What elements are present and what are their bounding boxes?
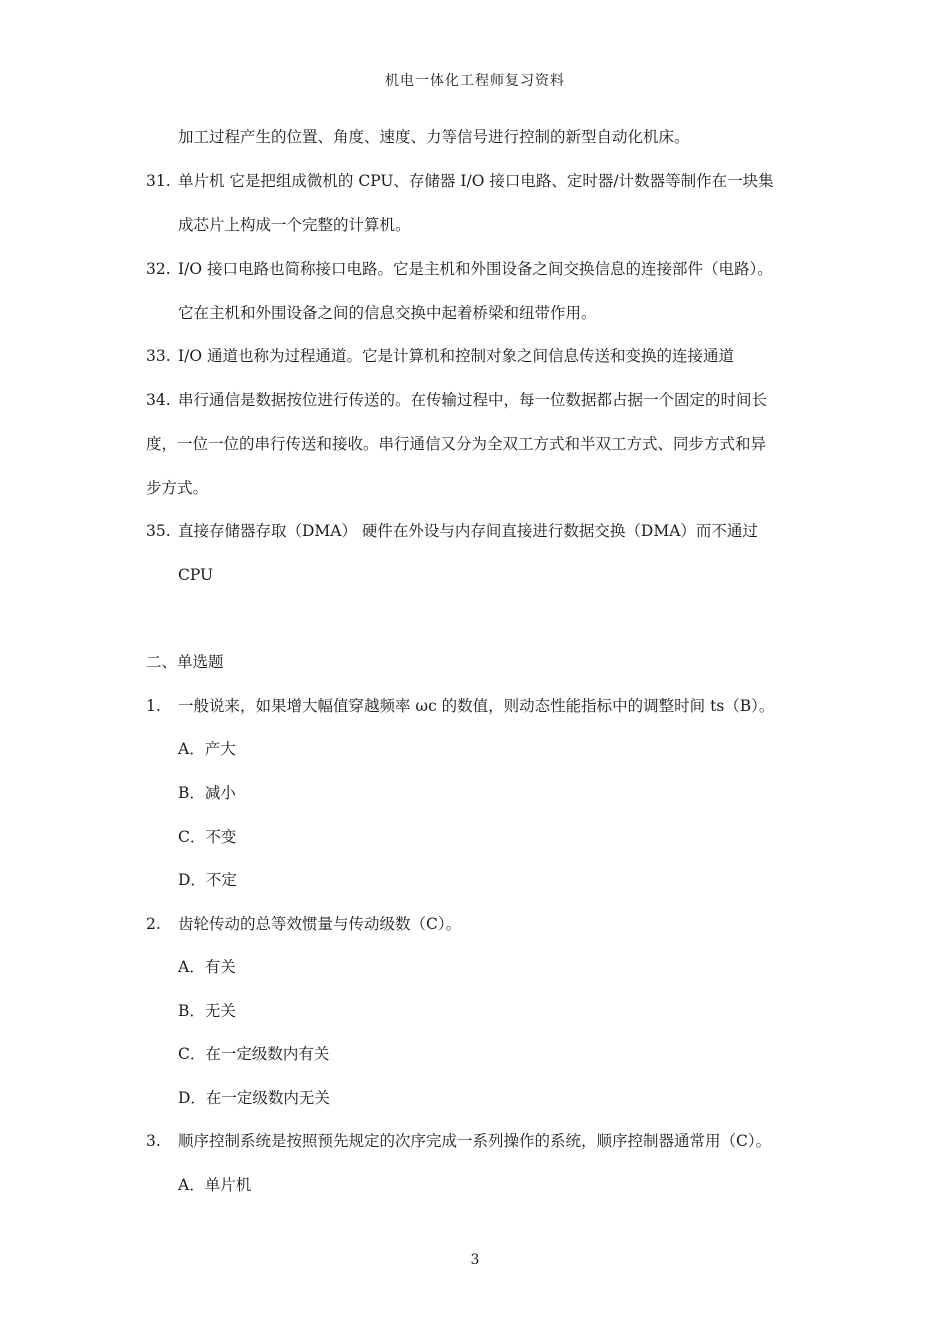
definition-34-line3: 步方式。 — [146, 479, 209, 497]
page-number: 3 — [470, 1252, 480, 1268]
option-b: B．减小 — [178, 784, 236, 802]
item-number: 34. — [146, 391, 171, 409]
definition-text: 串行通信是数据按位进行传送的。在传输过程中，每一位数据都占据一个固定的时间长 — [178, 391, 768, 409]
option-d: D．在一定级数内无关 — [178, 1089, 330, 1107]
definition-text: I/O 接口电路也简称接口电路。它是主机和外围设备之间交换信息的连接部件（电路）。 — [178, 260, 773, 278]
item-number: 35. — [146, 522, 171, 540]
option-a: A．产大 — [178, 740, 236, 758]
definition-34-line2: 度，一位一位的串行传送和接收。串行通信又分为全双工方式和半双工方式、同步方式和异 — [146, 435, 767, 453]
section-title: 二、单选题 — [146, 653, 224, 671]
option-c: C．不变 — [178, 828, 237, 846]
question-text: 一般说来，如果增大幅值穿越频率 ωc 的数值，则动态性能指标中的调整时间 ts（B）。 — [178, 697, 775, 715]
question-number: 2. — [146, 915, 161, 933]
definition-31-line2: 成芯片上构成一个完整的计算机。 — [178, 216, 411, 234]
item-number: 31. — [146, 172, 171, 190]
option-c: C．在一定级数内有关 — [178, 1045, 330, 1063]
option-d: D．不定 — [178, 871, 237, 889]
page-header: 机电一体化工程师复习资料 — [385, 73, 565, 89]
option-a: A．单片机 — [178, 1176, 252, 1194]
option-a: A．有关 — [178, 958, 236, 976]
definition-text: 直接存储器存取（DMA） 硬件在外设与内存间直接进行数据交换（DMA）而不通过 — [178, 522, 758, 540]
definition-32-line2: 它在主机和外围设备之间的信息交换中起着桥梁和纽带作用。 — [178, 304, 597, 322]
definition-35-line2: CPU — [178, 566, 214, 584]
item-number: 33. — [146, 347, 171, 365]
definition-text: I/O 通道也称为过程通道。它是计算机和控制对象之间信息传送和变换的连接通道 — [178, 347, 734, 365]
definition-text: 单片机 它是把组成微机的 CPU、存储器 I/O 接口电路、定时器/计数器等制作在一块集 — [178, 172, 774, 190]
item-number: 32. — [146, 260, 171, 278]
question-number: 1. — [146, 697, 161, 715]
question-number: 3. — [146, 1132, 161, 1150]
definition-30-continuation: 加工过程产生的位置、角度、速度、力等信号进行控制的新型自动化机床。 — [178, 128, 690, 146]
option-b: B．无关 — [178, 1002, 236, 1020]
question-text: 顺序控制系统是按照预先规定的次序完成一系列操作的系统，顺序控制器通常用（C）。 — [178, 1132, 772, 1150]
question-text: 齿轮传动的总等效惯量与传动级数（C）。 — [178, 915, 462, 933]
